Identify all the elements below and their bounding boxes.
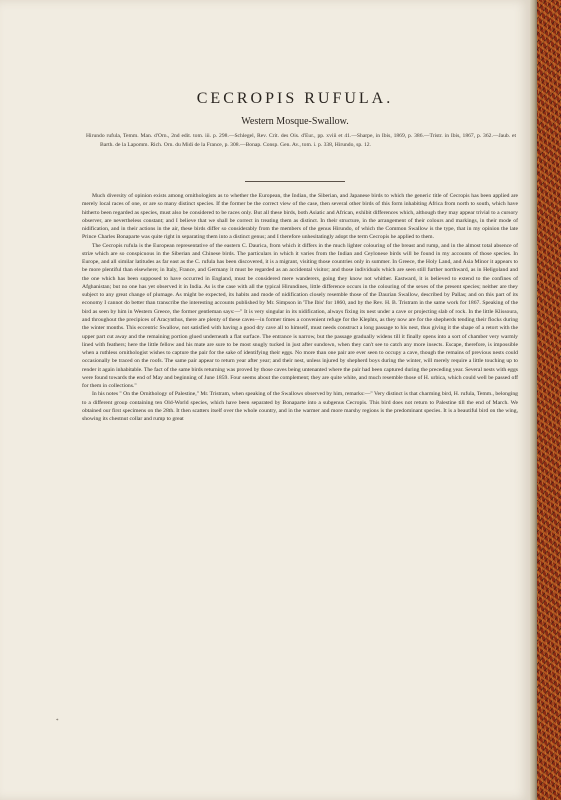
page-edge — [530, 0, 537, 800]
page-subtitle: Western Mosque-Swallow. — [241, 116, 349, 127]
synonymy-block — [86, 132, 516, 150]
synonymy-text: Hirundo rufula, Temm. Man. d'Orn., 2nd edit. tom. iii. p. 298.—Schlegel, Rev. Crit. des Ois. d'Eur., pp. xviii et 41.—Sharpe, in Ibis, 1869, p. 386.—Tristr. in Ibis, 1867, p. 362.—Jaub. et Barth. de la Lapomm. Rich. Orn. du Midi de la France, p. 308.—Bonap. Consp. Gen. Av., tom. i. p. 338, Hirundo, sp. 12. — [86, 133, 516, 148]
footer-mark: * — [56, 719, 59, 724]
paragraph: In his notes " On the Ornithology of Palestine," Mr. Tristram, when speaking of the Swallows observed by him, remarks:—" Very distinct is that charming bird, H. rufula, Temm., belonging to a different group containing ten Old-World species, which have been separated by Bonaparte into a subgenus Cecropis. This bird does not return to Palestine till the end of March. We obtained our first specimens on the 28th. It then scatters itself over the whole country, and in the warmer and more marshy regions is the predominant species. It is a beautiful bird on the wing, showing its chestnut collar and rump to great — [82, 391, 518, 423]
paragraph: The Cecropis rufula is the European representative of the eastern C. Daurica, from which it differs in the much lighter colouring of the breast and rump, and in the almost total absence of striæ which are so conspicuous in the Siberian and Chinese birds. The particulars in which it varies from the Indian and Ceylonese birds will be found in my accounts of those species. In Europe, and all similar latitudes as far east as the C. rufula has been discovered, it is a migrant, visiting those countries only in summer. In Greece, the Holy Land, and Asia Minor it appears to be more plentiful than elsewhere; in Italy, France, and Germany it must be regarded as an accidental visitor; and those individuals which are seen still further northward, as in Heligoland and the one which has been supposed to have occurred in England, must be considered mere wanderers, going they know not whither. Eastward, it is believed to extend to the confines of Afghanistan; but no one has yet observed it in India. As is the case with all the typical Hirundines, little difference occurs in the colouring of the sexes of the present species; neither are they subject to any great change of plumage. As might be expected, its habits and mode of nidification closely resemble those of the Daurian Swallow, described by Pallas; and on this part of its economy I cannot do better than transcribe the interesting accounts published by Mr. Simpson in 'The Ibis' for 1860, and by the Rev. H. B. Tristram in the same work for 1867. Speaking of the bird as seen by him in Western Greece, the former gentleman says:—" It is very singular in its nidification, always fixing its nest under a cave or projecting slab of rock. In the little Klissoura, and throughout the precipices of Aracynthus, there are plenty of these caves—in former times a convenient refuge for the Klephts, as they now are for the shepherds tending their flocks during the winter months. This eccentric Swallow, not satisfied with having a good dry cave all to himself, must needs construct a long passage to his nest, thus giving it the shape of a retort with the upper part cut away and the remaining portion glued underneath a flat surface. The entrance is narrow, but the passage gradually widens till it finally opens into a sort of chamber very warmly lined with feathers; here the little fellow and his mate are sure to be most snugly tucked in just after sundown, when they can't see to catch any more insects. Escape, therefore, is impossible when a ruthless ornithologist wishes to capture the pair for the sake of identifying their eggs. No more than one pair are ever seen to occupy a cave, though the remains of previous nests could occasionally be traced on the roofs. The same pair appear to return year after year; and their nest, unless injured by shepherd boys during the winter, will merely require a little touching up to render it again inhabitable. The fact of the same birds returning was proved by those caves being untenanted where the pair had been captured during the preceding year. Several nests with eggs were found towards the end of May and beginning of June 1859. Four seems about the complement; they are quite white, and much resemble those of H. urbica, which could well be passed off for them in collections." — [82, 242, 518, 390]
marbled-binding — [537, 0, 561, 800]
section-divider — [245, 181, 345, 182]
paragraph: Much diversity of opinion exists among ornithologists as to whether the European, the Indian, the Siberian, and Japanese birds to which the generic title of Cecropis has been applied are merely local races of one, or are so many distinct species. If the former be the correct view of the case, then several other birds of this form inhabiting Africa from north to south, which have hitherto been regarded as species, must also be considered to be races only. But all these birds, both Asiatic and African, exhibit differences which, although they may appear trivial to a cursory observer, are nevertheless constant; and I believe that we shall be correct in treating them as distinct. In their structure, in the arrangement of their colours and markings, in their mode of nidification, and in their actions in the air, these birds differ so considerably from the members of the genus Hirundo, of which the Common Swallow is the type, that in my opinion the late Prince Charles Bonaparte was quite right in separating them into a distinct genus; and I therefore unhesitatingly adopt the term Cecropis he applied to them. — [82, 193, 518, 241]
body-text — [82, 192, 518, 423]
page-title: CECROPIS RUFULA. — [196, 90, 394, 107]
